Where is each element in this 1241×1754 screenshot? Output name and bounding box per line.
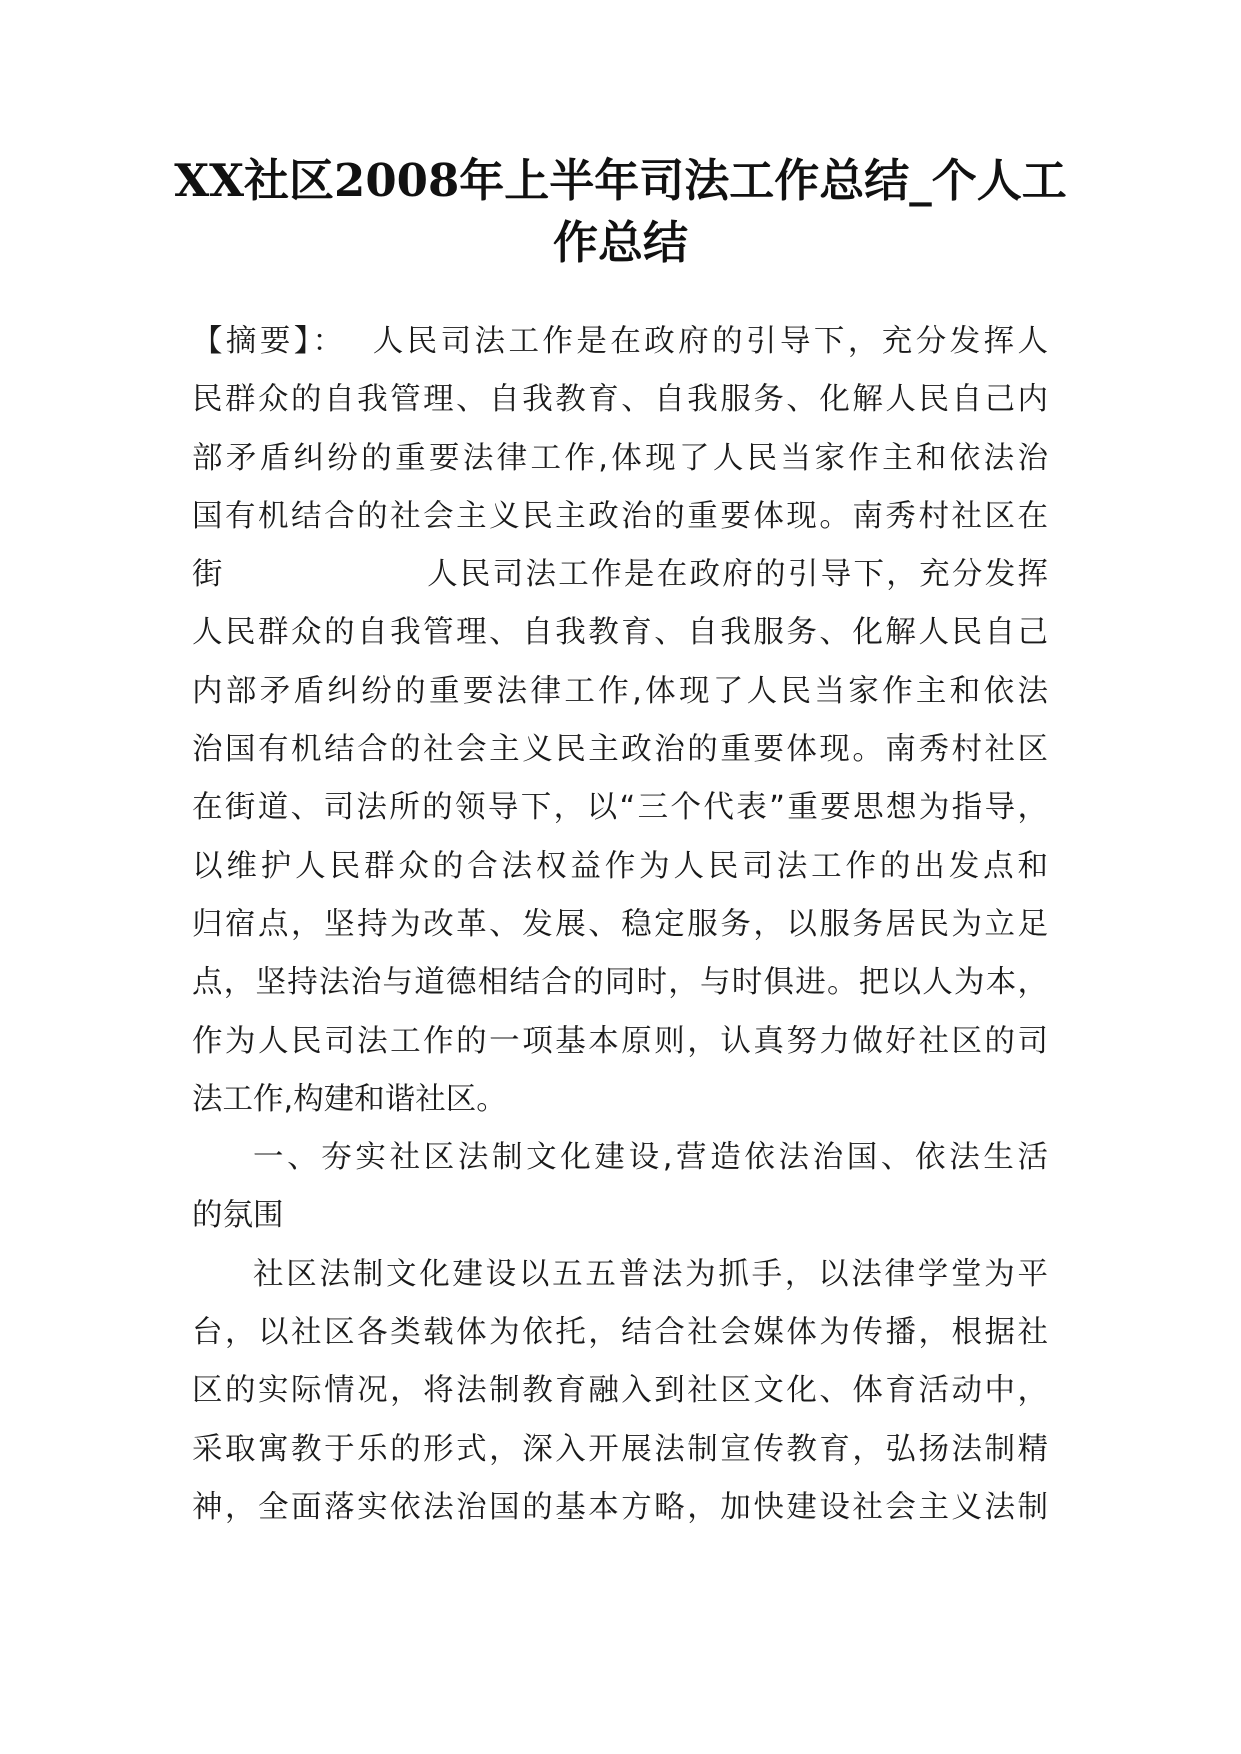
document-body xyxy=(192,313,1048,1537)
abstract-line-9: 在街道、司法所的领导下，以“三个代表”重要思想为指导， xyxy=(192,790,1048,826)
abstract-line-12: 点，坚持法治与道德相结合的同时，与时俱进。把以人为本， xyxy=(192,965,1048,1001)
paragraph-line-4: 采取寓教于乐的形式，深入开展法制宣传教育，弘扬法制精 xyxy=(192,1431,1048,1467)
abstract-text: 人民司法工作是在政府的引导下，充分发挥人 xyxy=(372,324,1049,359)
title-line-2: 作总结 xyxy=(552,216,688,269)
abstract-line-1 xyxy=(192,313,1048,371)
abstract-line-8: 治国有机结合的社会主义民主政治的重要体现。南秀村社区 xyxy=(192,732,1048,768)
abstract-line-4: 国有机结合的社会主义民主政治的重要体现。南秀村社区在 xyxy=(192,498,1048,534)
paragraph-line-5: 神，全面落实依法治国的基本方略，加快建设社会主义法制 xyxy=(192,1489,1048,1525)
paragraph-line-1: 社区法制文化建设以五五普法为抓手，以法律学堂为平 xyxy=(253,1256,1048,1292)
abstract-line-6: 人民群众的自我管理、自我教育、自我服务、化解人民自己 xyxy=(192,615,1048,651)
abstract-line-10: 以维护人民群众的合法权益作为人民司法工作的出发点和 xyxy=(192,848,1048,884)
abstract-line-5-end: 人民司法工作是在政府的引导下，充分发挥 xyxy=(424,557,1049,593)
document-title xyxy=(150,150,1091,274)
abstract-line-13: 作为人民司法工作的一项基本原则，认真努力做好社区的司 xyxy=(192,1023,1048,1059)
paragraph-line-2: 台，以社区各类载体为依托，结合社会媒体为传播，根据社 xyxy=(192,1315,1048,1351)
abstract-line-5 xyxy=(192,546,1048,604)
section-heading-line-1: 一、夯实社区法制文化建设,营造依法治国、依法生活 xyxy=(253,1140,1048,1176)
paragraph-line-3: 区的实际情况，将法制教育融入到社区文化、体育活动中， xyxy=(192,1373,1048,1409)
abstract-line-2: 民群众的自我管理、自我教育、自我服务、化解人民自己内 xyxy=(192,382,1048,418)
abstract-line-14: 法工作,构建和谐社区。 xyxy=(192,1081,507,1117)
abstract-line-3: 部矛盾纠纷的重要法律工作,体现了人民当家作主和依法治 xyxy=(192,440,1048,476)
title-line-1: XX社区2008年上半年司法工作总结_个人工 xyxy=(174,154,1067,207)
abstract-line-11: 归宿点，坚持为改革、发展、稳定服务，以服务居民为立足 xyxy=(192,906,1048,942)
abstract-label: 【摘要】： xyxy=(192,324,347,359)
section-heading-line-2: 的氛围 xyxy=(192,1198,284,1234)
abstract-line-7: 内部矛盾纠纷的重要法律工作,体现了人民当家作主和依法 xyxy=(192,673,1048,709)
abstract-line-5-start: 街 xyxy=(192,557,225,593)
